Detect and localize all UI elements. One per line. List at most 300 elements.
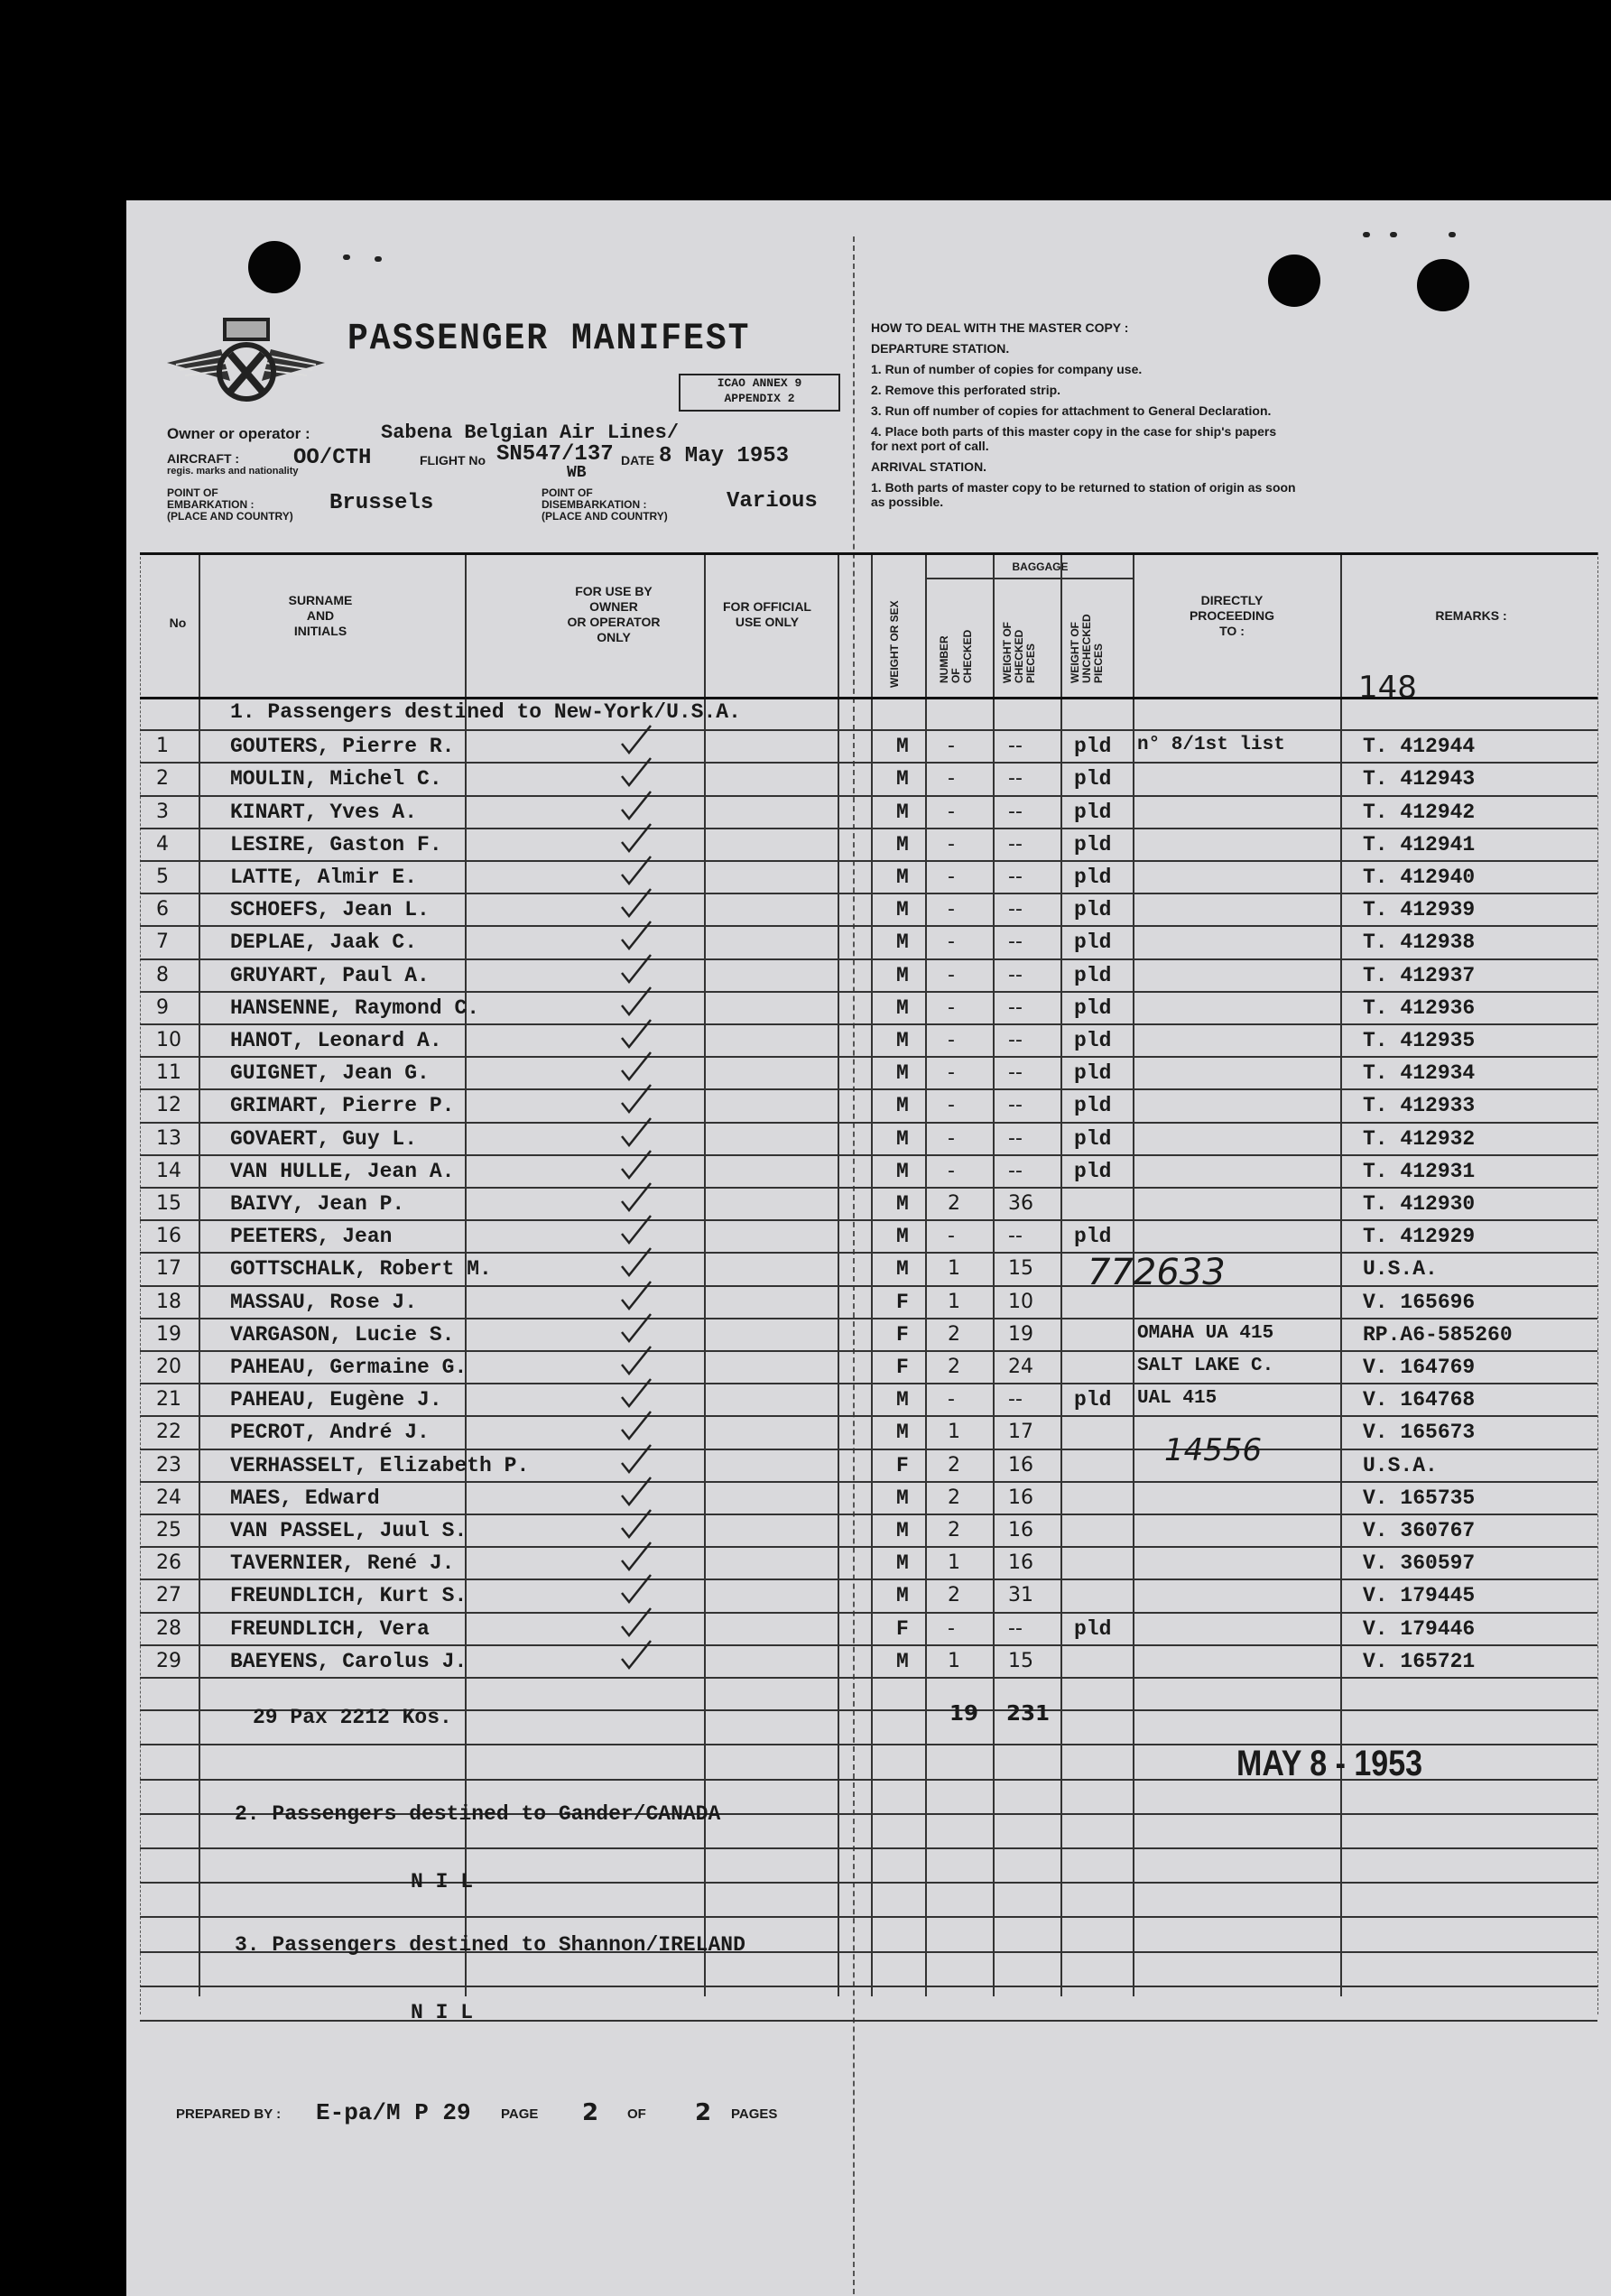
cell-unchk: pld [1074,832,1112,856]
cell-sex: M [896,1126,909,1151]
cell-name: VAN HULLE, Jean A. [230,1159,455,1183]
table-row [140,894,1597,927]
cell-unchk: pld [1074,1225,1112,1249]
cell-rem: T. 412935 [1363,1029,1476,1052]
cell-rem: V. 360767 [1363,1519,1476,1542]
instruction-line: for next port of call. [871,439,989,453]
row-rule [140,1847,1597,1849]
of-value: 2 [695,2099,712,2126]
cell-proc: SALT LAKE C. [1137,1356,1274,1376]
cell-num: 2 [948,1356,960,1378]
cell-num: 1 [948,1257,960,1281]
cell-no: 26 [156,1551,181,1575]
check-mark-icon [618,1246,654,1279]
cell-num: 1 [948,1649,960,1672]
cell-num: - [948,832,955,856]
icao-annex-box [679,374,840,412]
cell-wt: -- [1008,1616,1023,1640]
col-surname-line: AND [306,608,335,623]
date-label: DATE [621,453,655,468]
table-row [140,1189,1597,1221]
cell-proc: n° 8/1st list [1137,735,1285,756]
cell-sex: M [896,767,909,792]
sabena-logo-icon [167,309,325,417]
page-ref-number: 148 [1358,670,1417,706]
section-2-heading: 2. Passengers destined to Gander/CANADA [235,1802,721,1826]
table-row [140,764,1597,796]
cell-sex: M [896,1094,909,1118]
col-owner-line: FOR USE BY [575,584,653,598]
instruction-line: 1. Both parts of master copy to be returned to station of origin as soon [871,480,1296,495]
cell-sex: M [896,1257,909,1282]
col-remarks: REMARKS : [1435,608,1507,623]
col-weight-sex: WEIGHT OR SEX [888,600,901,688]
cell-name: PECROT, André J. [230,1421,430,1445]
col-line: WEIGHT OF [1069,622,1081,683]
cell-wt: -- [1008,1225,1023,1248]
cell-num: - [948,963,955,986]
col-line: NUMBER [938,635,950,683]
cell-name: PEETERS, Jean [230,1225,393,1249]
speck [343,255,350,260]
cell-wt: -- [1008,1159,1023,1182]
cell-num: 2 [948,1453,960,1477]
cell-sex: M [896,1421,909,1445]
table-row [140,1450,1597,1483]
cell-no: 13 [156,1126,181,1150]
cell-name: DEPLAE, Jaak C. [230,930,418,955]
disembark-label-line: POINT OF [542,486,593,499]
section-2-nil: N I L [411,1870,474,1893]
cell-wt: -- [1008,1061,1023,1085]
table-row [140,1025,1597,1058]
col-official [704,599,830,630]
cell-name: LESIRE, Gaston F. [230,832,442,856]
cell-no: 11 [156,1061,181,1085]
cell-no: 21 [156,1388,181,1412]
punch-hole [1268,255,1320,307]
instruction-line: ARRIVAL STATION. [871,459,987,474]
cell-num: 2 [948,1486,960,1509]
master-copy-instructions [871,318,1521,513]
cell-num: - [948,1029,955,1051]
cell-sex: M [896,1486,909,1510]
cell-wt: 16 [1008,1519,1033,1541]
col-proc-line: PROCEEDING [1189,608,1275,623]
cell-num: 1 [948,1421,960,1444]
icao-line: ICAO ANNEX 9 [717,376,802,390]
page-value: 2 [582,2099,599,2126]
cell-wt: 15 [1008,1649,1033,1672]
cell-num: - [948,1094,955,1117]
check-mark-icon [618,1083,654,1116]
speck [1363,232,1370,237]
cell-rem: T. 412930 [1363,1192,1476,1216]
of-label: OF [627,2106,646,2122]
cell-rem: T. 412944 [1363,735,1476,759]
check-mark-icon [618,1476,654,1508]
check-mark-icon [618,1312,654,1345]
cell-rem: V. 179446 [1363,1616,1476,1641]
cell-num: - [948,1388,955,1412]
cell-num: - [948,995,955,1019]
table-row [140,731,1597,764]
check-mark-icon [618,855,654,887]
col-owner-line: ONLY [597,630,631,644]
cell-name: BAIVY, Jean P. [230,1192,405,1216]
cell-unchk: pld [1074,963,1112,987]
check-mark-icon [618,986,654,1018]
instruction-line: 4. Place both parts of this master copy in the case for ship's papers [871,424,1277,439]
owner-label: Owner or operator : [167,425,310,442]
table-row [140,1254,1597,1286]
cell-sex: F [896,1356,909,1379]
cell-proc: OMAHA UA 415 [1137,1322,1274,1344]
embark-value: Brussels [329,491,434,515]
cell-rem: T. 412934 [1363,1061,1476,1086]
cell-sex: M [896,1388,909,1412]
section-3-heading: 3. Passengers destined to Shannon/IRELAND [235,1933,745,1957]
col-official-line: FOR OFFICIAL [723,599,811,614]
cell-name: HANOT, Leonard A. [230,1029,442,1052]
handwritten-note-17: 772633 [1088,1252,1226,1293]
embark-label-line: POINT OF [167,486,218,499]
cell-sex: F [896,1322,909,1347]
cell-sex: F [896,1453,909,1477]
cell-wt: 10 [1008,1290,1033,1313]
instruction-line: 3. Run off number of copies for attachment to General Declaration. [871,403,1272,418]
col-proceeding [1133,593,1331,639]
check-mark-icon [618,1410,654,1442]
cell-no: 4 [156,832,169,856]
cell-rem: T. 412932 [1363,1126,1476,1151]
flight-label: FLIGHT No [420,453,486,468]
cell-rem: T. 412931 [1363,1159,1476,1183]
cell-no: 28 [156,1616,181,1640]
section-1-heading: 1. Passengers destined to New-York/U.S.A. [230,700,741,724]
table-row [140,1319,1597,1352]
row-rule [140,1882,1597,1884]
cell-rem: V. 164769 [1363,1356,1476,1379]
flight-value: SN547/137 [496,442,614,467]
cell-name: PAHEAU, Eugène J. [230,1388,442,1412]
cell-sex: M [896,1159,909,1183]
cell-num: 2 [948,1584,960,1607]
cell-sex: M [896,800,909,824]
cell-wt: -- [1008,898,1023,921]
instruction-line: 1. Run of number of copies for company use. [871,362,1143,376]
cell-rem: U.S.A. [1363,1453,1438,1477]
cell-sex: F [896,1290,909,1314]
disembark-label [542,487,668,523]
page-label: PAGE [501,2106,539,2122]
check-mark-icon [618,1508,654,1541]
punch-hole [248,241,301,293]
check-mark-icon [618,756,654,789]
date-value: 8 May 1953 [659,444,790,468]
col-surname-line: SURNAME [288,593,353,607]
cell-num: - [948,1616,955,1640]
aircraft-sub-label: regis. marks and nationality [167,466,299,477]
check-mark-icon [618,1280,654,1312]
row-rule [140,1916,1597,1918]
check-mark-icon [618,1116,654,1149]
instruction-line: 2. Remove this perforated strip. [871,383,1061,397]
cell-no: 29 [156,1649,181,1672]
cell-sex: M [896,963,909,987]
cell-wt: 17 [1008,1421,1033,1444]
section-3-nil: N I L [411,2001,474,2024]
cell-no: 12 [156,1094,181,1117]
cell-no: 27 [156,1584,181,1607]
cell-proc: UAL 415 [1137,1388,1218,1410]
check-mark-icon [618,953,654,986]
cell-name: TAVERNIER, René J. [230,1551,455,1576]
check-mark-icon [618,1345,654,1377]
cell-sex: M [896,1649,909,1673]
cell-name: GRUYART, Paul A. [230,963,430,987]
icao-line: APPENDIX 2 [724,392,795,405]
cell-rem: V. 165721 [1363,1649,1476,1673]
embark-label [167,487,293,523]
cell-name: MASSAU, Rose J. [230,1290,418,1314]
check-mark-icon [618,1541,654,1573]
cell-wt: -- [1008,1094,1023,1117]
cell-rem: T. 412937 [1363,963,1476,987]
cell-unchk: pld [1074,1388,1112,1412]
cell-num: - [948,1225,955,1248]
cell-rem: RP.A6-585260 [1363,1322,1513,1347]
col-baggage: BAGGAGE [1012,560,1069,573]
cell-sex: M [896,1225,909,1249]
owner-value: Sabena Belgian Air Lines/ [381,421,680,444]
cell-unchk: pld [1074,1061,1112,1086]
punch-hole [1417,259,1469,311]
cell-wt: -- [1008,995,1023,1019]
cell-no: 8 [156,963,169,986]
table-row [140,1417,1597,1449]
cell-name: KINART, Yves A. [230,800,418,824]
table-row [140,1090,1597,1123]
cell-no: 25 [156,1519,181,1541]
check-mark-icon [618,1214,654,1246]
speck [375,256,382,262]
instruction-line: as possible. [871,495,944,509]
cell-name: GRIMART, Pierre P. [230,1094,455,1118]
cell-unchk: pld [1074,930,1112,955]
cell-name: VERHASSELT, Elizabeth P. [230,1453,530,1477]
cell-name: PAHEAU, Germaine G. [230,1356,468,1379]
cell-no: 10 [156,1029,181,1051]
cell-no: 17 [156,1257,181,1281]
col-line: OF [949,668,962,683]
cell-sex: M [896,1519,909,1542]
cell-num: - [948,930,955,954]
table-row [140,1124,1597,1156]
cell-no: 20 [156,1356,181,1378]
cell-name: GOVAERT, Guy L. [230,1126,418,1151]
handwritten-note-22: 14556 [1164,1432,1263,1468]
cell-unchk: pld [1074,735,1112,759]
cell-no: 22 [156,1421,181,1444]
check-mark-icon [618,1018,654,1051]
col-surname [212,593,429,639]
column-divider [1597,552,1598,2014]
table-row [140,1614,1597,1646]
cell-no: 1 [156,735,169,758]
cell-no: 24 [156,1486,181,1509]
cell-sex: M [896,1061,909,1086]
table-row [140,1287,1597,1319]
cell-wt: 24 [1008,1356,1033,1378]
cell-wt: 31 [1008,1584,1033,1607]
check-mark-icon [618,790,654,822]
cell-no: 7 [156,930,169,954]
disembark-label-line: DISEMBARKATION : [542,498,647,511]
cell-no: 9 [156,995,169,1019]
cell-rem: T. 412938 [1363,930,1476,955]
cell-name: FREUNDLICH, Vera [230,1616,430,1641]
cell-num: - [948,1061,955,1085]
col-line: PIECES [1024,643,1037,683]
cell-rem: V. 165735 [1363,1486,1476,1510]
cell-unchk: pld [1074,898,1112,922]
table-row [140,1221,1597,1254]
cell-wt: -- [1008,832,1023,856]
cell-wt: 15 [1008,1257,1033,1281]
cell-wt: -- [1008,735,1023,758]
col-proc-line: TO : [1219,624,1245,638]
cell-no: 5 [156,866,169,888]
table-row [140,1515,1597,1548]
cell-wt: 16 [1008,1486,1033,1509]
cell-name: VAN PASSEL, Juul S. [230,1519,468,1542]
date-stamp: MAY 8 - 1953 [1236,1744,1423,1783]
totals-weight: 231 [1006,1702,1051,1726]
cell-rem: V. 360597 [1363,1551,1476,1576]
cell-name: LATTE, Almir E. [230,866,418,889]
cell-unchk: pld [1074,1126,1112,1151]
check-mark-icon [618,1149,654,1181]
row-rule [140,2020,1597,2022]
cell-num: 1 [948,1290,960,1313]
col-owner-line: OR OPERATOR [567,615,661,629]
cell-name: BAEYENS, Carolus J. [230,1649,468,1673]
table-row [140,829,1597,862]
col-weight-unchecked [1069,614,1105,683]
table-row [140,1384,1597,1417]
cell-wt: 36 [1008,1192,1033,1215]
check-mark-icon [618,887,654,920]
col-proc-line: DIRECTLY [1200,593,1264,607]
check-mark-icon [618,1443,654,1476]
cell-no: 18 [156,1290,181,1313]
table-row [140,797,1597,829]
table-row [140,960,1597,993]
aircraft-label: AIRCRAFT : [167,451,240,466]
header-rule [140,697,1597,699]
col-owner-use [551,584,677,645]
col-line: CHECKED [961,629,974,683]
cell-rem: V. 164768 [1363,1388,1476,1412]
col-surname-line: INITIALS [293,624,347,638]
cell-sex: M [896,735,909,759]
cell-name: MOULIN, Michel C. [230,767,442,792]
table-row [140,1352,1597,1384]
cell-unchk: pld [1074,1159,1112,1183]
cell-sex: F [896,1616,909,1641]
cell-wt: -- [1008,930,1023,954]
cell-no: 23 [156,1453,181,1477]
cell-wt: 19 [1008,1322,1033,1346]
check-mark-icon [618,822,654,855]
table-row [140,1483,1597,1515]
table-row [140,1548,1597,1580]
flight-extra: WB [567,464,587,482]
cell-unchk: pld [1074,1094,1112,1118]
table-row [140,1058,1597,1090]
table-row [140,1580,1597,1613]
cell-num: 2 [948,1322,960,1346]
col-weight-checked [1002,622,1037,683]
table-top-rule [140,552,1597,555]
cell-name: FREUNDLICH, Kurt S. [230,1584,468,1608]
cell-wt: 16 [1008,1551,1033,1575]
embark-label-line: (PLACE AND COUNTRY) [167,510,293,523]
cell-sex: M [896,898,909,922]
totals-pieces: 19 [949,1702,979,1726]
disembark-value: Various [727,489,818,514]
cell-unchk: pld [1074,767,1112,792]
instruction-line: DEPARTURE STATION. [871,341,1010,356]
col-no: No [169,616,187,630]
baggage-divider [925,578,1133,579]
table-row [140,1646,1597,1679]
cell-num: 1 [948,1551,960,1575]
cell-no: 15 [156,1192,181,1215]
cell-wt: -- [1008,1388,1023,1412]
table-row [140,862,1597,894]
cell-no: 16 [156,1225,181,1248]
check-mark-icon [618,1573,654,1606]
cell-rem: T. 412939 [1363,898,1476,922]
totals-label: 29 Pax 2212 Kos. [253,1706,452,1729]
cell-name: HANSENNE, Raymond C. [230,995,480,1020]
cell-unchk: pld [1074,995,1112,1020]
cell-rem: V. 179445 [1363,1584,1476,1608]
cell-wt: 16 [1008,1453,1033,1477]
check-mark-icon [618,1606,654,1639]
cell-name: VARGASON, Lucie S. [230,1322,455,1347]
cell-unchk: pld [1074,800,1112,824]
col-official-line: USE ONLY [735,615,800,629]
cell-num: - [948,800,955,823]
table-row [140,927,1597,959]
cell-rem: T. 412929 [1363,1225,1476,1249]
table-row [140,1156,1597,1189]
prepared-by-value: E-pa/M P 29 [316,2099,471,2126]
cell-num: - [948,1159,955,1182]
cell-sex: M [896,930,909,955]
check-mark-icon [618,1639,654,1671]
cell-wt: -- [1008,1029,1023,1051]
cell-no: 6 [156,898,169,921]
cell-unchk: pld [1074,866,1112,889]
cell-sex: M [896,1551,909,1576]
col-line: UNCHECKED [1080,614,1093,683]
cell-sex: M [896,1584,909,1608]
check-mark-icon [618,1377,654,1410]
